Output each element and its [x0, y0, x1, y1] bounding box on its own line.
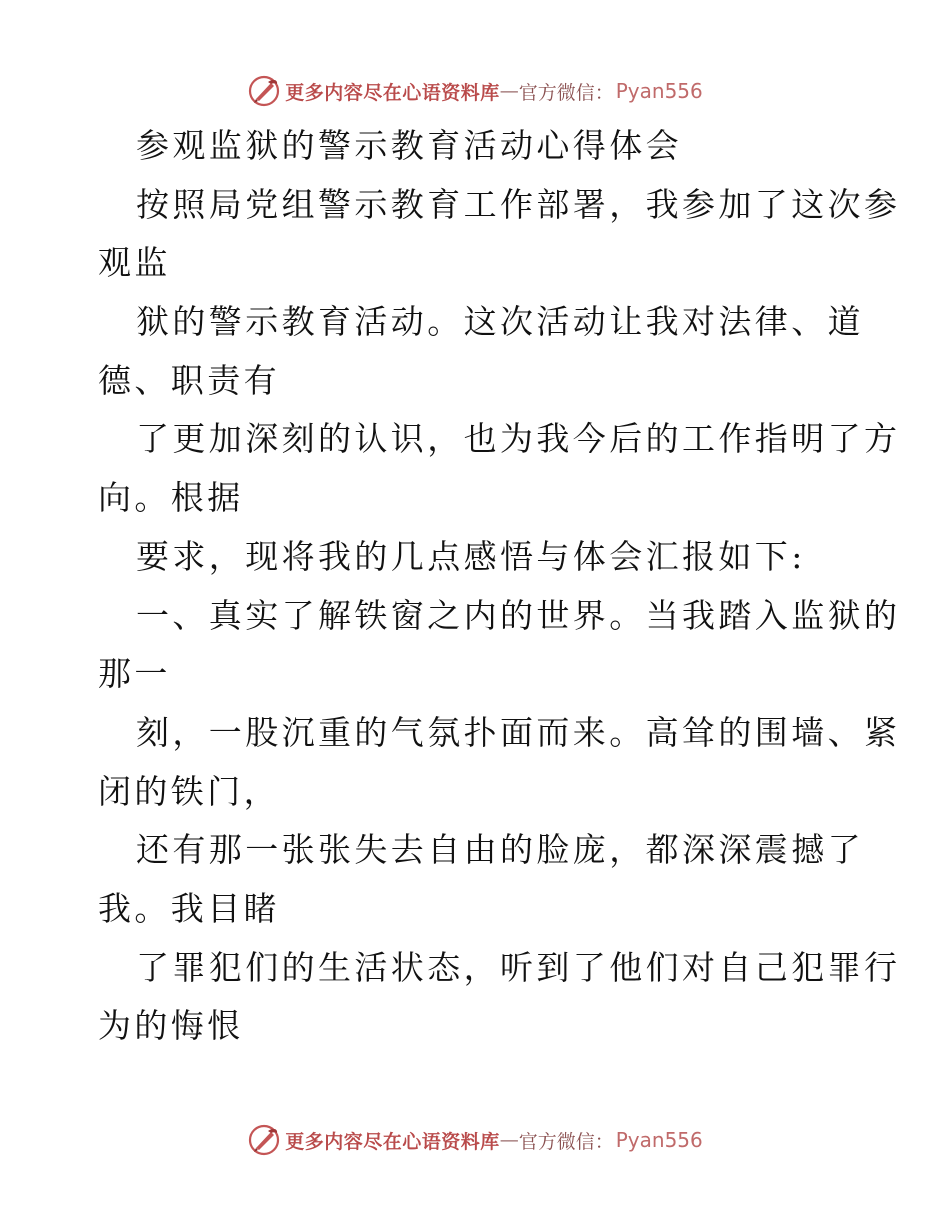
paragraph-line: 按照局党组警示教育工作部署，我参加了这次参	[136, 184, 901, 224]
watermark-dash: —	[499, 80, 519, 102]
watermark-wechat-handle: Pyan556	[615, 1128, 703, 1152]
quill-pen-logo-icon	[247, 1123, 281, 1157]
paragraph-line: 闭的铁门，	[98, 771, 280, 811]
quill-pen-logo-icon	[247, 74, 281, 108]
paragraph-line: 刻，一股沉重的气氛扑面而来。高耸的围墙、紧	[136, 712, 901, 752]
paragraph-line: 要求，现将我的几点感悟与体会汇报如下:	[136, 536, 806, 576]
watermark-wechat-handle: Pyan556	[615, 79, 703, 103]
paragraph-line: 为的悔恨	[98, 1006, 244, 1046]
watermark-site-text: 更多内容尽在心语资料库	[285, 81, 500, 104]
document-title: 参观监狱的警示教育活动心得体会	[136, 126, 682, 165]
paragraph-line: 还有那一张张失去自由的脸庞，都深深震撼了	[136, 830, 864, 870]
footer-watermark	[0, 1120, 950, 1160]
document-body	[98, 117, 901, 1056]
watermark-wechat-label: 官方微信：	[518, 81, 614, 104]
watermark-site-text: 更多内容尽在心语资料库	[285, 1130, 500, 1153]
paragraph-line: 了更加深刻的认识，也为我今后的工作指明了方	[136, 419, 901, 459]
header-watermark	[0, 71, 950, 111]
paragraph-line: 我。我目睹	[98, 888, 280, 928]
watermark-wechat-label: 官方微信：	[518, 1130, 614, 1153]
paragraph-line: 德、职责有	[98, 360, 280, 400]
paragraph-line: 了罪犯们的生活状态，听到了他们对自己犯罪行	[136, 947, 901, 987]
watermark-dash: —	[499, 1129, 519, 1151]
paragraph-line: 向。根据	[98, 478, 244, 518]
paragraph-line: 一、真实了解铁窗之内的世界。当我踏入监狱的	[136, 595, 901, 635]
paragraph-line: 那一	[98, 654, 171, 694]
paragraph-line: 观监	[98, 243, 171, 283]
paragraph-line: 狱的警示教育活动。这次活动让我对法律、道	[136, 302, 864, 342]
